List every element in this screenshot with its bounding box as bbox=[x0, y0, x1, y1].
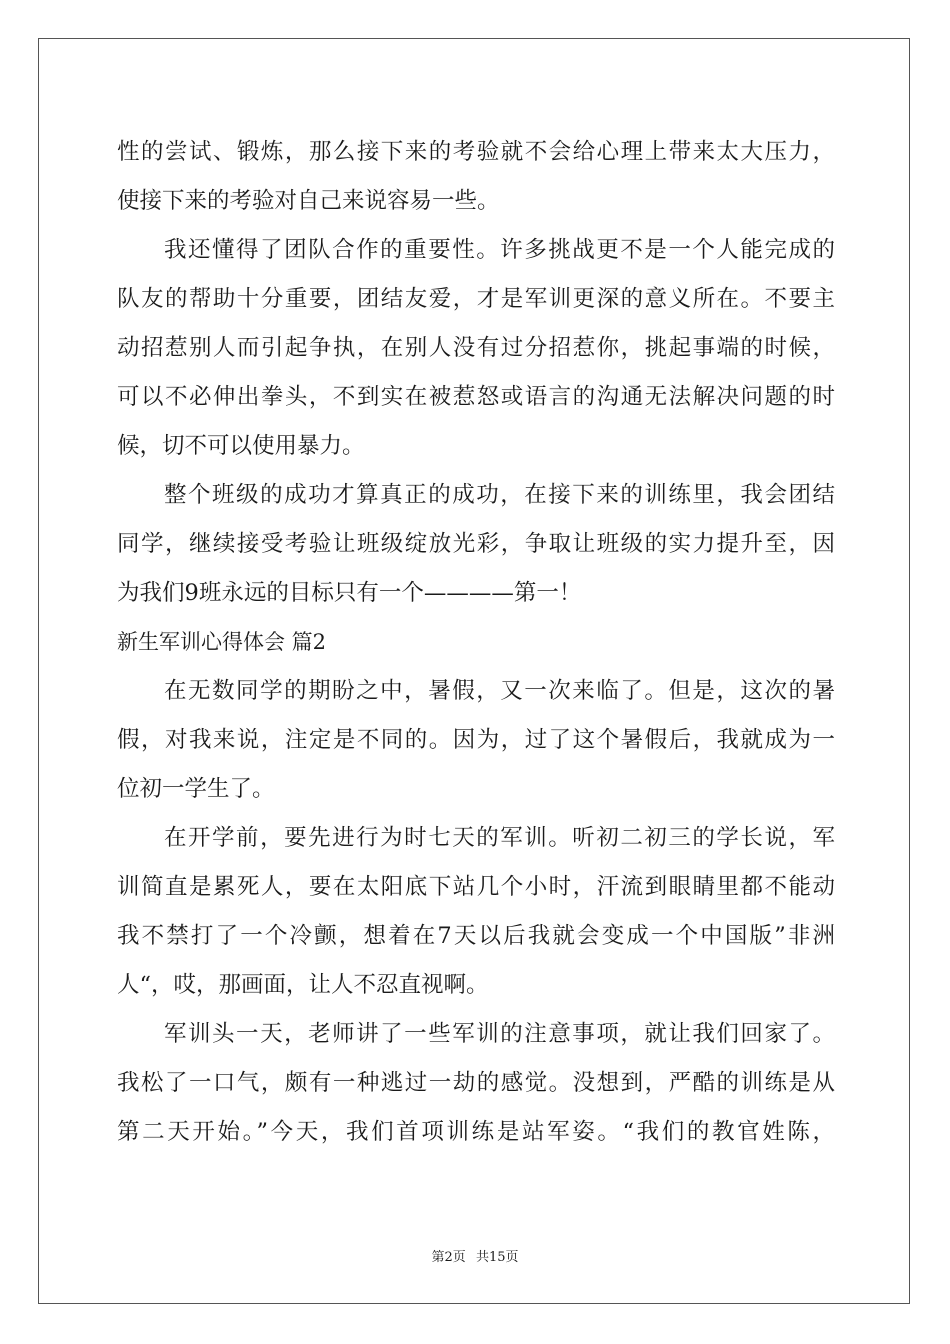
text-line: 人“，哎，那画面，让人不忍直视啊。 bbox=[117, 972, 489, 998]
text-line: 我还懂得了团队合作的重要性。许多挑战更不是一个人能完成的 bbox=[164, 237, 835, 263]
document-body bbox=[117, 128, 835, 1157]
text-line: 在开学前，要先进行为时七天的军训。听初二初三的学长说，军 bbox=[164, 825, 835, 851]
text-line: 同学，继续接受考验让班级绽放光彩，争取让班级的实力提升至，因 bbox=[117, 531, 835, 557]
text-line: 整个班级的成功才算真正的成功，在接下来的训练里，我会团结 bbox=[164, 482, 835, 508]
text-line: 我不禁打了一个冷颤，想着在7天以后我就会变成一个中国版”非洲 bbox=[117, 923, 835, 949]
text-line: 性的尝试、锻炼，那么接下来的考验就不会给心理上带来太大压力， bbox=[117, 139, 835, 165]
text-line: 第二天开始。”今天，我们首项训练是站军姿。“我们的教官姓陈， bbox=[117, 1119, 835, 1145]
section-heading: 新生军训心得体会 篇2 bbox=[117, 630, 327, 654]
page-number: 第2页 bbox=[431, 1250, 466, 1265]
text-line: 在无数同学的期盼之中，暑假，又一次来临了。但是，这次的暑 bbox=[164, 678, 835, 704]
text-line: 为我们9班永远的目标只有一个————第一！ bbox=[117, 580, 582, 606]
text-line: 我松了一口气，颇有一种逃过一劫的感觉。没想到，严酷的训练是从 bbox=[117, 1070, 835, 1096]
text-line: 使接下来的考验对自己来说容易一些。 bbox=[117, 188, 500, 214]
text-line: 位初一学生了。 bbox=[117, 776, 275, 802]
text-line: 队友的帮助十分重要，团结友爱，才是军训更深的意义所在。不要主 bbox=[117, 286, 835, 312]
text-line: 军训头一天，老师讲了一些军训的注意事项，就让我们回家了。 bbox=[164, 1021, 835, 1047]
text-line: 假，对我来说，注定是不同的。因为，过了这个暑假后，我就成为一 bbox=[117, 727, 835, 753]
text-line: 动招惹别人而引起争执，在别人没有过分招惹你，挑起事端的时候， bbox=[117, 335, 835, 361]
page-footer bbox=[0, 1246, 950, 1265]
page-total: 共15页 bbox=[475, 1250, 519, 1265]
text-line: 训简直是累死人，要在太阳底下站几个小时，汗流到眼睛里都不能动 bbox=[117, 874, 835, 900]
text-line: 候，切不可以使用暴力。 bbox=[117, 433, 365, 459]
text-line: 可以不必伸出拳头，不到实在被惹怒或语言的沟通无法解决问题的时 bbox=[117, 384, 835, 410]
